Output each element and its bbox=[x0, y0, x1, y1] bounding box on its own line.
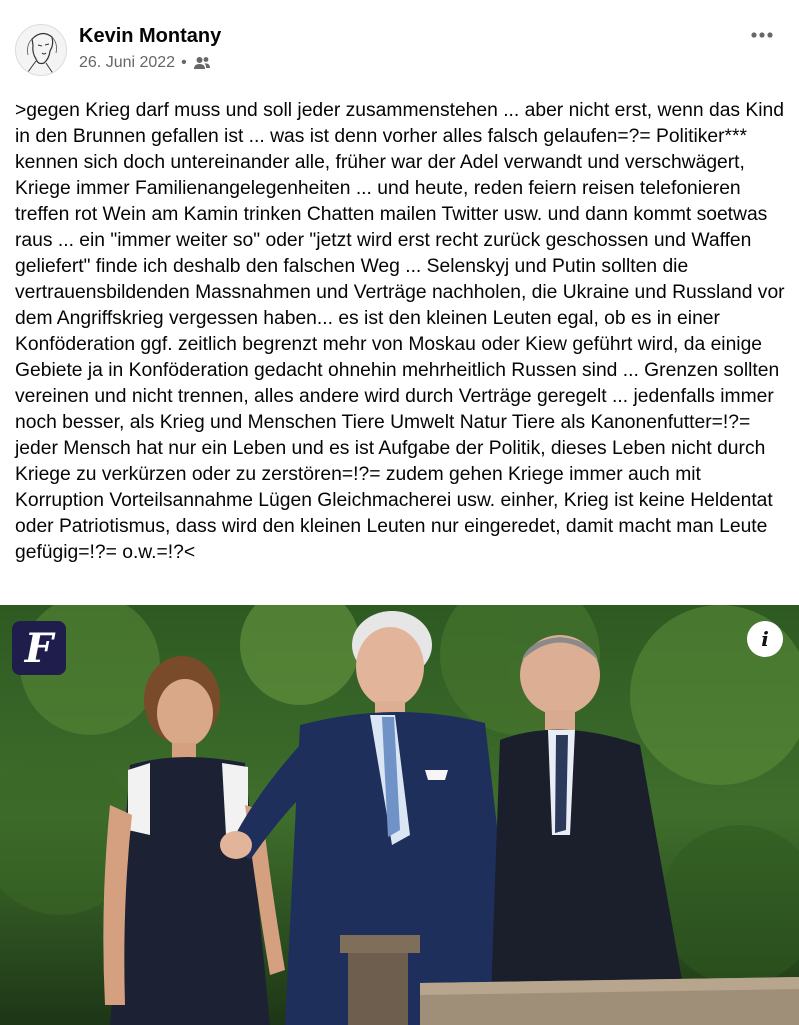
friends-icon bbox=[193, 55, 211, 71]
author-avatar[interactable] bbox=[15, 24, 67, 76]
post-photo[interactable] bbox=[0, 605, 799, 1025]
post-date[interactable]: 26. Juni 2022 bbox=[79, 54, 176, 71]
post-header bbox=[0, 0, 799, 92]
post-text: >gegen Krieg darf muss und soll jeder zusammenstehen ... aber nicht erst, wenn das Kind in den Brunnen gefallen ist ... was ist denn vorher alles falsch gelaufen=?= Politiker*** kennen sich doch untereinander alle, früher war der Adel verwandt und verschwägert, Kriege immer Familienangelegenheiten ... und heute, reden feiern reisen telefonieren treffen rot Wein am Kamin trinken Chatten mailen Twitter usw. und dann kommt soetwas raus ... ein "immer weiter so" oder "jetzt wird erst recht zurück geschossen und Waffen geliefert" finde ich deshalb den falschen Weg ... Selenskyj und Putin sollten die vertrauensbildenden Massnahmen und Verträge nachholen, die Ukraine und Russland vor dem Angriffskrieg vergessen haben... es ist den kleinen Leuten egal, ob es in einer Konföderation ggf. zeitlich begrenzt mehr von Moskau oder Kiew geführt wird, da einige Gebiete ja in Konföderation gedacht ohnehin mehrheitlich Russen sind ... Grenzen sollten vereinen und nicht trennen, alles andere wird durch Verträge geregelt ... jedenfalls immer noch besser, als Krieg und Menschen Tiere Umwelt Natur Tiere als Kanonenfutter=!?= jeder Mensch hat nur ein Leben und es ist Aufgabe der Politik, dieses Leben nicht durch Kriege zu verkürzen oder zu zerstören=!?= zudem gehen Kriege immer auch mit Korruption Vorteilsannahme Lügen Gleichmacherei usw. einher, Krieg ist keine Heldentat oder Patriotismus, dass wird den kleinen Leuten nur eingeredet, damit macht man Leute gefügig=!?= o.w.=!?< bbox=[15, 100, 785, 563]
sketch-portrait-icon bbox=[16, 25, 67, 76]
author-name[interactable]: Kevin Montany bbox=[79, 25, 222, 47]
publisher-logo-letter: F bbox=[24, 624, 54, 672]
more-options-button[interactable] bbox=[747, 20, 777, 50]
photo-illustration bbox=[0, 605, 799, 1025]
info-icon: i bbox=[761, 627, 769, 651]
info-button[interactable] bbox=[747, 621, 783, 657]
more-options-icon bbox=[751, 32, 773, 38]
publisher-logo[interactable] bbox=[12, 621, 66, 675]
meta-separator: • bbox=[181, 54, 187, 71]
post-meta bbox=[79, 54, 211, 72]
